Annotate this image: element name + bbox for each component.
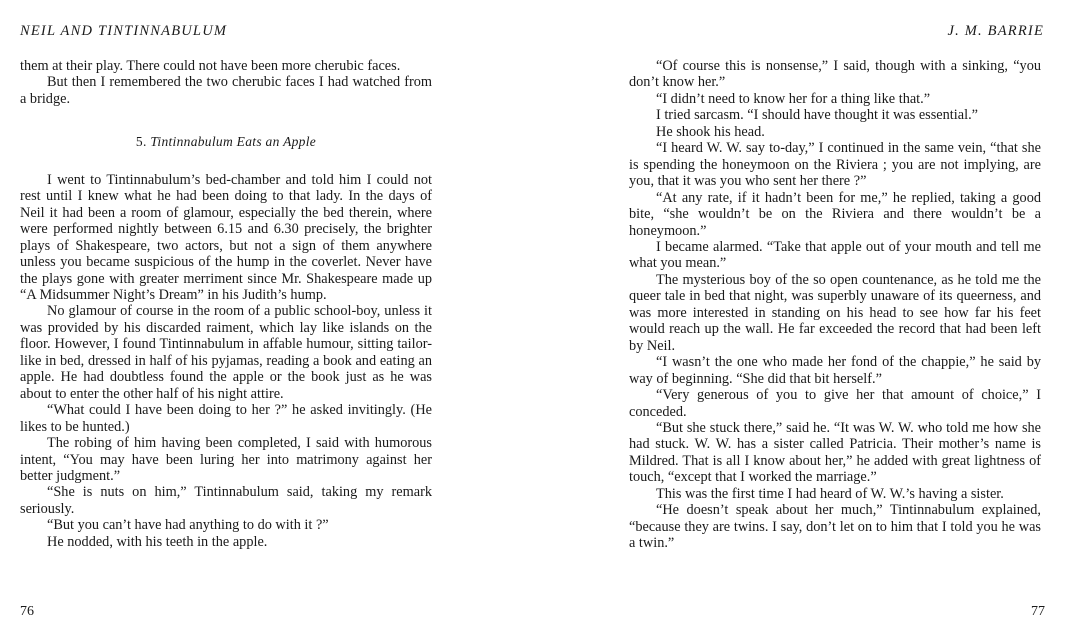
paragraph: I tried sarcasm. “I should have thought it was essential.”: [656, 107, 978, 124]
paragraph: But then I remembered the two cherubic faces I had watched from a bridge.: [20, 74, 432, 107]
paragraph: “But she stuck there,” said he. “It was W. W. who told me how she had stuck. W. W. has a sister called Patricia. Their mother’s name is Mildred. That is all I know about her,” he added with great lightness of touch, “except that I worked the marriage.”: [629, 419, 1041, 486]
left-page-text: [20, 58, 432, 550]
paragraph: This was the first time I had heard of W. W.’s having a sister.: [656, 485, 1004, 502]
paragraph: “He doesn’t speak about her much,” Tintinnabulum explained, “because they are twins. I say, don’t let on to him that I told you he was a twin.”: [629, 502, 1041, 552]
paragraph: No glamour of course in the room of a public school-boy, unless it was provided by his discarded raiment, which lay like islands on the floor. However, I found Tintinnabulum in affable humour, sitting tailor-like in bed, dressed in half of his pyjamas, reading a book and eating an apple. He had doubtless found the apple or the book just as he was about to enter the other half of his night attire.: [20, 303, 432, 402]
paragraph: I became alarmed. “Take that apple out of your mouth and tell me what you mean.”: [629, 238, 1041, 272]
running-head-left: NEIL AND TINTINNABULUM: [20, 23, 228, 39]
right-page-text: [629, 58, 1041, 552]
paragraph: The mysterious boy of the so open countenance, as he told me the queer tale in bed that night, was superbly unaware of its queerness, and was more interested in standing on his head to see how far his feet would reach up the wall. He far exceeded the record that had been left by Neil.: [629, 271, 1041, 354]
paragraph: “What could I have been doing to her ?” he asked invitingly. (He likes to be hunted.): [20, 402, 432, 435]
page-number-left: 76: [20, 604, 34, 619]
paragraph: “I wasn’t the one who made her fond of the chappie,” he said by way of beginning. “She did that bit herself.”: [629, 354, 1041, 387]
paragraph: He nodded, with his teeth in the apple.: [47, 533, 268, 550]
paragraph: “But you can’t have had anything to do with it ?”: [47, 517, 329, 534]
page-number-right: 77: [1031, 604, 1045, 619]
paragraph: “I heard W. W. say to-day,” I continued in the same vein, “that she is spending the honeymoon on the Riviera ; you are not implying, are you, that it was you who sent her there ?”: [629, 140, 1041, 190]
right-page: [536, 0, 1071, 639]
section-number: 5.: [135, 134, 147, 150]
running-head-right: J. M. BARRIE: [947, 23, 1044, 39]
paragraph: The robing of him having been completed, I said with humorous intent, “You may have been luring her into matrimony against her better judgment.”: [20, 435, 432, 484]
paragraph: He shook his head.: [656, 123, 765, 140]
paragraph: “She is nuts on him,” Tintinnabulum said, taking my remark seriously.: [20, 484, 432, 517]
left-page: [0, 0, 535, 639]
section-title: Tintinnabulum Eats an Apple: [150, 134, 317, 150]
paragraph: “Of course this is nonsense,” I said, though with a sinking, “you don’t know her.”: [629, 58, 1041, 91]
paragraph: “I didn’t need to know her for a thing like that.”: [656, 90, 931, 107]
paragraph: them at their play. There could not have been more cherubic faces.: [20, 58, 401, 74]
paragraph: I went to Tintinnabulum’s bed-chamber and told him I could not rest until I knew what he had been doing to that lady. In the days of Neil it had been a room of glamour, especially the bed therein, where were performed nightly between 6.15 and 6.30 precisely, the brighter plays of Shakespeare, two actors, but not a sign of them anywhere unless you became suspicious of the hump in the coverlet. Never have the plays gone with greater merriment since Mr. Shakespeare made up “A Midsummer Night’s Dream” in his Judith’s hump.: [20, 171, 432, 303]
paragraph: “At any rate, if it hadn’t been for me,” he replied, taking a good bite, “she wouldn’t be on the Riviera and there wouldn’t be a honeymoon.”: [629, 189, 1041, 239]
section-heading: [20, 134, 432, 150]
paragraph: “Very generous of you to give her that amount of choice,” I conceded.: [629, 387, 1041, 420]
